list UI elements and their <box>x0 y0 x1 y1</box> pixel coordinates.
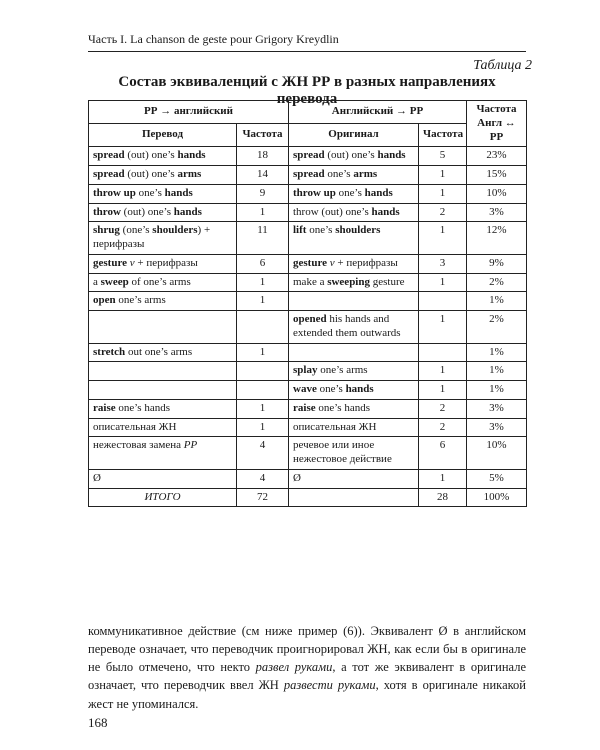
cell-frequency-2 <box>419 292 467 311</box>
cell-translation: shrug (one’s shoulders) + перифразы <box>89 222 237 255</box>
total-freq-2: 28 <box>419 488 467 507</box>
cell-translation <box>89 311 237 344</box>
cell-frequency-1: 4 <box>237 437 289 470</box>
cell-original: lift one’s shoulders <box>289 222 419 255</box>
cell-frequency-2: 1 <box>419 381 467 400</box>
cell-translation: a sweep of one’s arms <box>89 273 237 292</box>
cell-total-percent: 10% <box>467 184 527 203</box>
cell-original: wave one’s hands <box>289 381 419 400</box>
cell-translation: spread (out) one’s arms <box>89 166 237 185</box>
cell-total-percent: 1% <box>467 292 527 311</box>
table-row <box>89 203 527 222</box>
cell-original: raise one’s hands <box>289 399 419 418</box>
cell-original: речевое или иное нежестовое действие <box>289 437 419 470</box>
cell-frequency-1 <box>237 311 289 344</box>
cell-original: описательная ЖН <box>289 418 419 437</box>
cell-frequency-1: 1 <box>237 399 289 418</box>
header-en-ru: Английский → РР <box>289 101 467 124</box>
cell-frequency-2: 3 <box>419 254 467 273</box>
cell-frequency-1: 1 <box>237 418 289 437</box>
cell-frequency-2: 1 <box>419 184 467 203</box>
header-frequency-2: Частота <box>419 124 467 147</box>
body-paragraph <box>88 622 526 713</box>
table-row <box>89 254 527 273</box>
cell-translation <box>89 381 237 400</box>
cell-frequency-2: 2 <box>419 418 467 437</box>
cell-translation: raise one’s hands <box>89 399 237 418</box>
table-row <box>89 147 527 166</box>
cell-original: Ø <box>289 469 419 488</box>
cell-original: make a sweeping gesture <box>289 273 419 292</box>
header-ru-en: РР → английский <box>89 101 289 124</box>
table-title: Состав эквиваленций с ЖН РР в разных направлениях перевода <box>118 74 496 107</box>
cell-original: splay one’s arms <box>289 362 419 381</box>
cell-frequency-1: 1 <box>237 273 289 292</box>
cell-frequency-2: 1 <box>419 311 467 344</box>
table-row <box>89 381 527 400</box>
cell-total-percent: 1% <box>467 362 527 381</box>
table-row <box>89 418 527 437</box>
cell-total-percent: 2% <box>467 311 527 344</box>
cell-original: opened his hands and extended them outwards <box>289 311 419 344</box>
table-row <box>89 343 527 362</box>
cell-frequency-1: 1 <box>237 292 289 311</box>
cell-total-percent: 10% <box>467 437 527 470</box>
header-row-groups <box>89 101 527 124</box>
cell-translation: open one’s arms <box>89 292 237 311</box>
cell-original: spread one’s arms <box>289 166 419 185</box>
total-freq-1: 72 <box>237 488 289 507</box>
total-row <box>89 488 527 507</box>
cell-total-percent: 5% <box>467 469 527 488</box>
cell-total-percent: 3% <box>467 203 527 222</box>
table-row <box>89 222 527 255</box>
cell-frequency-2: 6 <box>419 437 467 470</box>
cell-translation: throw (out) one’s hands <box>89 203 237 222</box>
total-percent: 100% <box>467 488 527 507</box>
cell-original <box>289 343 419 362</box>
table-label: Таблица 2 <box>473 58 532 73</box>
cell-original: gesture v + перифразы <box>289 254 419 273</box>
cell-original <box>289 292 419 311</box>
cell-frequency-2: 5 <box>419 147 467 166</box>
cell-frequency-1: 14 <box>237 166 289 185</box>
cell-frequency-1: 18 <box>237 147 289 166</box>
cell-total-percent: 3% <box>467 399 527 418</box>
cell-total-percent: 1% <box>467 343 527 362</box>
cell-frequency-2: 1 <box>419 469 467 488</box>
header-frequency: Частота <box>237 124 289 147</box>
cell-translation: spread (out) one’s hands <box>89 147 237 166</box>
cell-frequency-1: 4 <box>237 469 289 488</box>
cell-frequency-1: 1 <box>237 203 289 222</box>
cell-original: spread (out) one’s hands <box>289 147 419 166</box>
cell-translation: gesture v + перифразы <box>89 254 237 273</box>
cell-frequency-2: 1 <box>419 222 467 255</box>
cell-total-percent: 12% <box>467 222 527 255</box>
cell-frequency-2 <box>419 343 467 362</box>
header-row-columns <box>89 124 527 147</box>
table-row <box>89 184 527 203</box>
table-row <box>89 362 527 381</box>
cell-original: throw up one’s hands <box>289 184 419 203</box>
body-text-italic-2: развести руками <box>283 678 376 693</box>
body-text-1: коммуникативное действие (см ниже пример (6)). Эквивалент Ø в английском переводе означает, что переводчик проигнорировал ЖН, как если бы в оригинале не было отмечено, что некто <box>88 624 526 675</box>
total-label: ИТОГО <box>89 488 237 507</box>
body-text-3: , хотя в оригинале никакой жест не упоминался. <box>88 678 526 711</box>
header-frequency-total: Частота Англ ↔ РР <box>467 101 527 147</box>
cell-total-percent: 3% <box>467 418 527 437</box>
table-row <box>89 166 527 185</box>
page-number: 168 <box>88 715 108 730</box>
cell-frequency-1: 1 <box>237 343 289 362</box>
cell-total-percent: 1% <box>467 381 527 400</box>
cell-frequency-2: 1 <box>419 362 467 381</box>
cell-total-percent: 2% <box>467 273 527 292</box>
cell-original: throw (out) one’s hands <box>289 203 419 222</box>
running-head: Часть I. La chanson de geste pour Grigory Kreydlin <box>88 32 526 52</box>
header-translation: Перевод <box>89 124 237 147</box>
cell-total-percent: 23% <box>467 147 527 166</box>
cell-frequency-2: 1 <box>419 273 467 292</box>
table-row <box>89 437 527 470</box>
cell-frequency-1 <box>237 362 289 381</box>
cell-translation: stretch out one’s arms <box>89 343 237 362</box>
table-row <box>89 311 527 344</box>
cell-frequency-2: 2 <box>419 203 467 222</box>
cell-frequency-1 <box>237 381 289 400</box>
table-row <box>89 469 527 488</box>
cell-frequency-1: 6 <box>237 254 289 273</box>
cell-translation: нежестовая замена РР <box>89 437 237 470</box>
cell-frequency-1: 11 <box>237 222 289 255</box>
body-text-2: , а тот же эквивалент в оригинале означает, что переводчик ввел ЖН <box>88 660 526 693</box>
cell-frequency-1: 9 <box>237 184 289 203</box>
table-row <box>89 292 527 311</box>
equivalence-table <box>88 100 527 507</box>
header-original: Оригинал <box>289 124 419 147</box>
cell-translation: throw up one’s hands <box>89 184 237 203</box>
cell-total-percent: 15% <box>467 166 527 185</box>
total-empty <box>289 488 419 507</box>
cell-total-percent: 9% <box>467 254 527 273</box>
body-text-italic-1: развел руками <box>255 660 333 675</box>
cell-translation: описательная ЖН <box>89 418 237 437</box>
table-row <box>89 399 527 418</box>
cell-translation <box>89 362 237 381</box>
cell-frequency-2: 1 <box>419 166 467 185</box>
cell-translation: Ø <box>89 469 237 488</box>
table-row <box>89 273 527 292</box>
cell-frequency-2: 2 <box>419 399 467 418</box>
table-body <box>89 147 527 488</box>
